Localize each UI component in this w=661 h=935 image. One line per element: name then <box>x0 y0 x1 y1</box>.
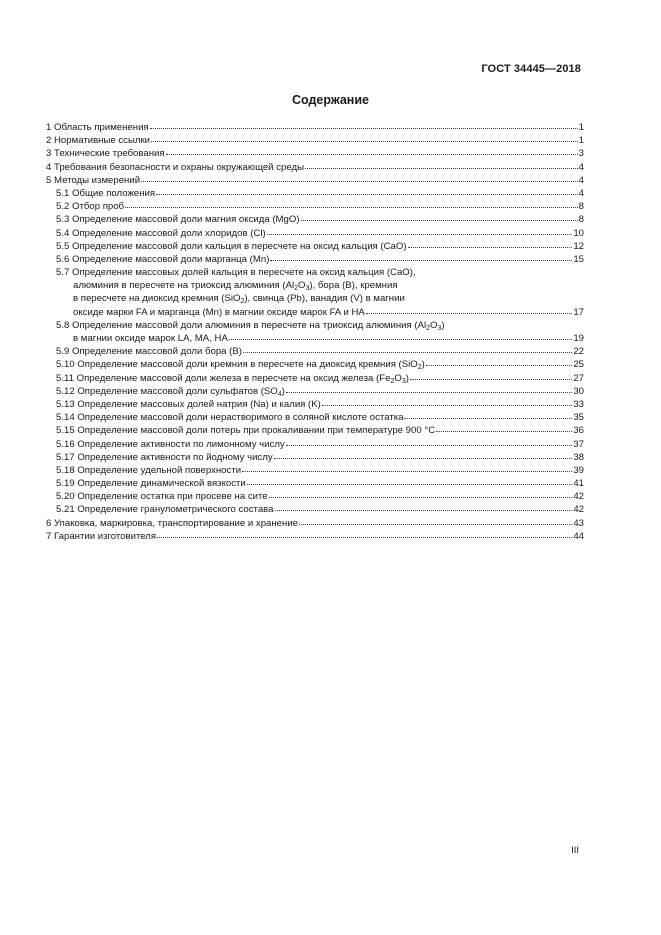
toc-entry-title: 5.19 Определение динамической вязкости <box>56 478 246 490</box>
toc-entry-page: 36 <box>573 425 584 437</box>
toc-entry-title: 5.16 Определение активности по лимонному числу <box>56 438 285 450</box>
toc-entry-title: 5.9 Определение массовой доли бора (B) <box>56 346 242 358</box>
toc-entry-page: 4 <box>578 187 584 199</box>
toc-entry-title: 1 Область применения <box>46 122 149 133</box>
dot-leader <box>436 423 572 432</box>
toc-entry-page: 39 <box>573 464 584 476</box>
dot-leader <box>301 212 578 221</box>
toc-entry-page: 4 <box>578 161 584 173</box>
toc-entry-title: 5.1 Общие положения <box>56 187 156 199</box>
dot-leader <box>141 173 578 182</box>
table-of-contents <box>46 121 584 543</box>
toc-entry-page: 38 <box>573 451 584 463</box>
toc-entry-page: 3 <box>578 148 584 160</box>
toc-entry-page: 22 <box>573 346 584 358</box>
toc-entry-title: 5.6 Определение массовой доли марганца (Mn) <box>56 253 270 265</box>
dot-leader <box>410 371 572 380</box>
toc-entry-page: 1 <box>578 122 584 133</box>
toc-entry[interactable] <box>46 279 584 292</box>
dot-leader <box>322 397 572 406</box>
toc-entry-title: алюминия в пересчете на триоксид алюминия $(Al_2O_3)$, бора (B), кремния <box>73 280 398 293</box>
toc-entry-title: 5.15 Определение массовой доли потерь при прокаливании при температуре 900 °С <box>56 425 436 437</box>
toc-entry-title: 3 Технические требования <box>46 148 165 160</box>
toc-entry-page: 10 <box>573 227 584 239</box>
toc-entry-title: 5.14 Определение массовой доли нерастворимого в соляной кислоте остатка <box>56 412 404 424</box>
toc-entry-page: 12 <box>573 240 584 252</box>
toc-entry-title: 5.3 Определение массовой доли магния оксида (MgO) <box>56 214 300 226</box>
toc-entry-title: 5.20 Определение остатка при просеве на сите <box>56 491 268 503</box>
dot-leader <box>275 502 573 511</box>
toc-entry-page: 30 <box>573 385 584 397</box>
toc-entry-title: 5.17 Определение активности по йодному числу <box>56 451 273 463</box>
dot-leader <box>267 226 573 235</box>
page-number: III <box>571 845 579 856</box>
toc-entry-title: 5.7 Определение массовых долей кальция в пересчете на оксид кальция (CaO), <box>56 267 416 279</box>
toc-entry[interactable] <box>46 530 584 543</box>
toc-entry-title: 7 Гарантии изготовителя <box>46 530 157 542</box>
dot-leader <box>426 357 572 366</box>
toc-entry-title: 5.11 Определение массовой доли железа в пересчете на оксид железа $(Fe_2O_3)$ <box>56 372 409 385</box>
toc-entry-page: 25 <box>573 359 584 371</box>
toc-entry-title: 5.4 Определение массовой доли хлоридов (Cl) <box>56 227 266 239</box>
dot-leader <box>270 252 572 261</box>
toc-entry-page: 42 <box>573 491 584 503</box>
toc-entry-title: в пересчете на диоксид кремния (SiO$_2$), свинца (Pb), ванадия (V) в магнии <box>73 293 405 306</box>
toc-entry[interactable] <box>46 266 584 279</box>
dot-leader <box>404 410 572 419</box>
toc-entry-page: 44 <box>573 530 584 542</box>
dot-leader <box>125 199 578 208</box>
toc-entry-title: 5.21 Определение гранулометрического состава <box>56 504 274 516</box>
toc-entry-title: 2 Нормативные ссылки <box>46 135 151 147</box>
toc-entry-title: 5 Методы измерений <box>46 174 141 186</box>
document-code: ГОСТ 34445—2018 <box>481 63 581 75</box>
toc-entry-page: 41 <box>573 478 584 490</box>
dot-leader <box>242 463 572 472</box>
toc-entry-title: 5.2 Отбор проб <box>56 201 125 213</box>
toc-entry-title: 5.8 Определение массовой доли алюминия в пересчете на триоксид алюминия $(Al_2O_3)$ <box>56 319 445 332</box>
toc-entry-page: 42 <box>573 504 584 516</box>
dot-leader <box>157 529 572 538</box>
dot-leader <box>247 476 573 485</box>
toc-entry-page: 19 <box>573 333 584 344</box>
toc-entry-page: 17 <box>573 306 584 318</box>
toc-entry-title: 5.10 Определение массовой доли кремния в пересчете на диоксид кремния (SiO$_2$) <box>56 359 425 372</box>
toc-entry-title: 4 Требования безопасности и охраны окружающей среды <box>46 161 304 173</box>
toc-entry-title: оксиде марки FA и марганца (Mn) в магнии оксиде марок FA и HA <box>73 306 365 318</box>
toc-title: Содержание <box>291 93 369 107</box>
toc-entry-title: в магнии оксиде марок LA, MA, HA <box>73 333 228 344</box>
toc-entry-page: 8 <box>578 214 584 226</box>
toc-entry-page: 1 <box>578 135 584 147</box>
toc-entry-title: 5.13 Определение массовых долей натрия (Na) и калия (K) <box>56 398 321 410</box>
toc-entry-page: 33 <box>573 398 584 410</box>
dot-leader <box>243 344 572 353</box>
dot-leader <box>286 437 573 446</box>
dot-leader <box>408 239 573 248</box>
dot-leader <box>305 160 578 169</box>
dot-leader <box>274 450 573 459</box>
toc-entry-page: 27 <box>573 372 584 384</box>
toc-entry-title: 6 Упаковка, маркировка, транспортирование и хранение <box>46 517 299 529</box>
toc-entry-page: 37 <box>573 438 584 450</box>
dot-leader <box>366 305 573 314</box>
toc-entry-page: 8 <box>578 201 584 213</box>
toc-entry-title: 5.5 Определение массовой доли кальция в пересчете на оксид кальция (CaO) <box>56 240 407 252</box>
dot-leader <box>269 489 573 498</box>
toc-entry-page: 43 <box>573 517 584 529</box>
toc-entry-page: 35 <box>573 412 584 424</box>
dot-leader <box>156 186 578 195</box>
dot-leader <box>229 331 572 340</box>
dot-leader <box>166 146 578 155</box>
toc-entry-title: 5.18 Определение удельной поверхности <box>56 464 242 476</box>
dot-leader <box>150 120 578 129</box>
toc-entry[interactable] <box>46 253 584 266</box>
dot-leader <box>299 516 572 525</box>
toc-entry-page: 4 <box>578 174 584 186</box>
dot-leader <box>151 133 578 142</box>
toc-entry[interactable] <box>46 306 584 319</box>
dot-leader <box>286 384 572 393</box>
toc-entry-title: 5.12 Определение массовой доли сульфатов $(SO_4)$ <box>56 385 285 398</box>
toc-entry-page: 15 <box>573 253 584 265</box>
